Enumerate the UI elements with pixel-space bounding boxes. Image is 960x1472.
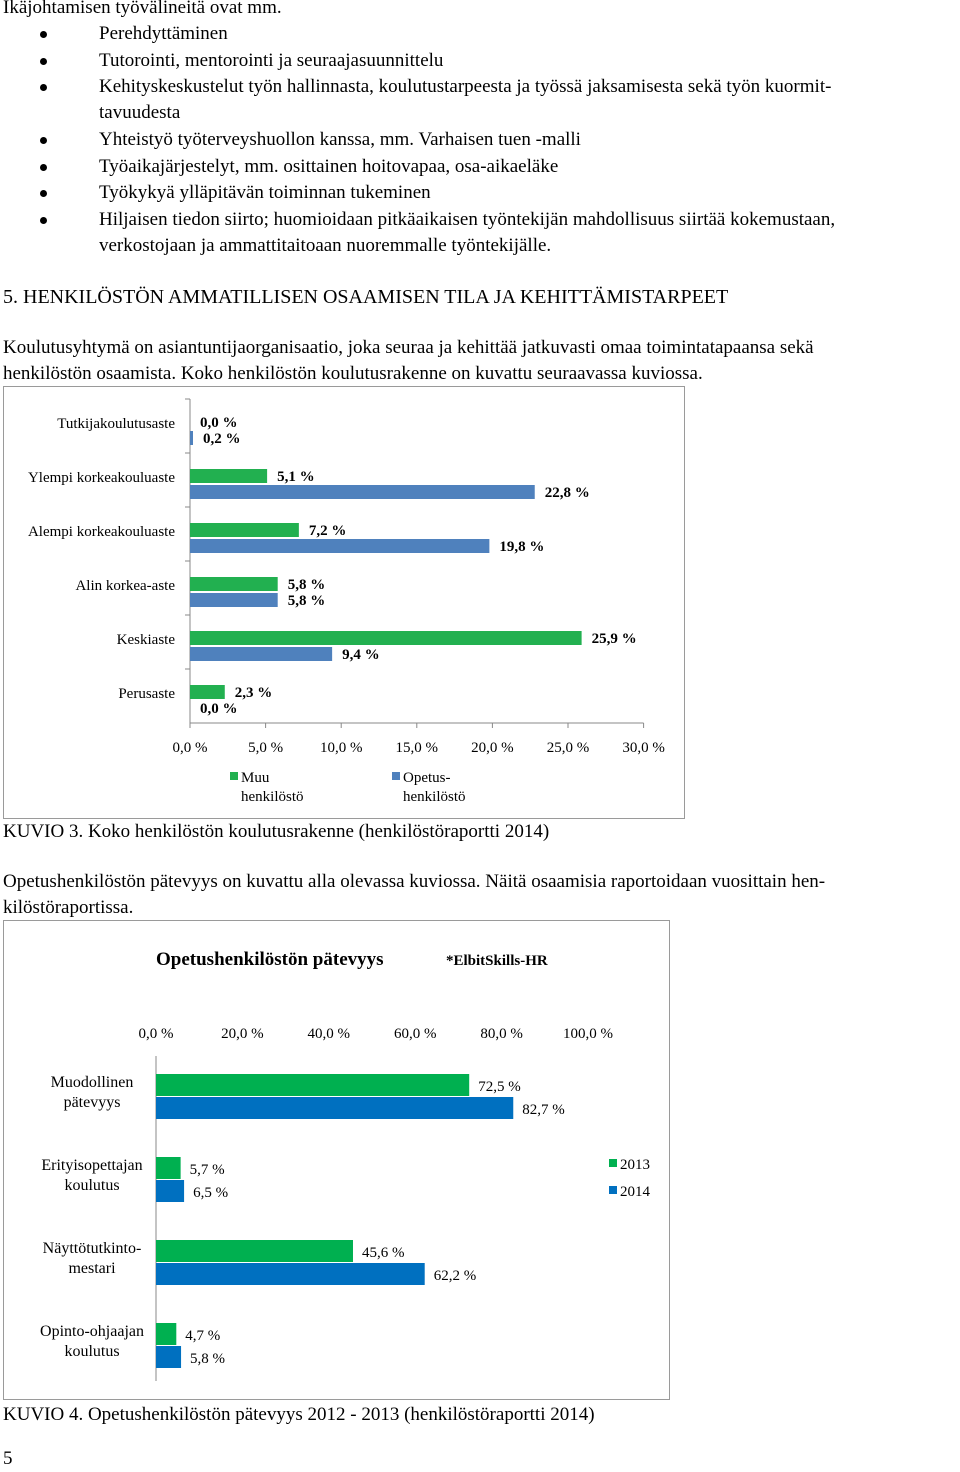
data-label: 0,0 % (200, 701, 238, 717)
category-label: pätevyys (63, 1094, 121, 1111)
education-structure-chart (4, 387, 684, 818)
category-label: Opinto-ohjaajan (40, 1323, 144, 1340)
bar-opetus (190, 431, 193, 445)
data-label: 5,1 % (277, 469, 315, 485)
figure-education-chart (3, 386, 685, 819)
legend-swatch (230, 772, 238, 780)
legend-label: Opetus- (403, 770, 451, 786)
bullet-dot (40, 31, 47, 38)
bullet-dot (40, 137, 47, 144)
bullet-item: Perehdyttäminen (99, 23, 228, 44)
x-tick-label: 40,0 % (307, 1026, 351, 1042)
bar-opetus (190, 539, 489, 553)
data-label: 5,8 % (287, 577, 326, 593)
bar-muu (190, 577, 278, 591)
paragraph-line: henkilöstön osaamista. Koko henkilöstön koulutusrakenne on kuvattu seuraavassa kuviossa. (3, 363, 703, 384)
data-label: 5,7 % (189, 1162, 225, 1178)
legend-swatch (392, 772, 400, 780)
category-label: koulutus (64, 1177, 120, 1194)
x-tick-label: 60,0 % (393, 1026, 437, 1042)
data-label: 5,8 % (190, 1351, 226, 1367)
teacher-competence-chart (4, 921, 669, 1399)
bar-2014 (156, 1180, 184, 1202)
bullet-dot (40, 190, 47, 197)
bar-2014 (156, 1346, 181, 1368)
bullet-item: Työkykyä ylläpitävän toiminnan tukeminen (99, 182, 431, 203)
chart-title: Opetushenkilöstön pätevyys (156, 949, 384, 970)
data-label: 9,4 % (342, 647, 380, 663)
legend-label: 2014 (620, 1184, 650, 1200)
data-label: 22,8 % (544, 485, 590, 501)
bullet-item: Tutorointi, mentorointi ja seuraajasuunnittelu (99, 50, 444, 71)
figure-caption: KUVIO 3. Koko henkilöstön koulutusrakenne (henkilöstöraportti 2014) (3, 821, 550, 842)
data-label: 82,7 % (522, 1102, 565, 1118)
x-tick-label: 0,0 % (138, 1026, 174, 1042)
x-tick-label: 100,0 % (563, 1026, 613, 1042)
x-tick-label: 10,0 % (319, 740, 363, 756)
category-label: Muodollinen (50, 1074, 134, 1091)
bullet-item: Kehityskeskustelut työn hallinnasta, koulutustarpeesta ja työssä jaksamisesta sekä työn kuormit- (99, 76, 832, 97)
x-tick-label: 15,0 % (395, 740, 439, 756)
data-label: 25,9 % (591, 631, 637, 647)
bullet-item: Hiljaisen tiedon siirto; huomioidaan pitkäaikaisen työntekijän mahdollisuus siirtää kokemustaan, (99, 209, 836, 230)
bar-muu (190, 685, 225, 699)
category-label: Näyttötutkinto- (42, 1240, 142, 1257)
bullet-dot (40, 58, 47, 65)
category-label: mestari (68, 1260, 116, 1277)
bar-muu (190, 469, 267, 483)
bullet-item: verkostojaan ja ammattitaitoaan nuoremmalle työntekijälle. (99, 235, 552, 256)
data-label: 2,3 % (234, 685, 273, 701)
intro-line: Ikäjohtamisen työvälineitä ovat mm. (3, 0, 282, 18)
bar-muu (190, 631, 582, 645)
bar-2013 (156, 1240, 353, 1262)
figure-caption: KUVIO 4. Opetushenkilöstön pätevyys 2012 - 2013 (henkilöstöraportti 2014) (3, 1404, 595, 1425)
bar-2013 (156, 1323, 176, 1345)
bar-2014 (156, 1097, 513, 1119)
figure-competence-chart (3, 920, 670, 1400)
bullet-dot (40, 217, 47, 224)
data-label: 0,0 % (200, 415, 238, 431)
paragraph-line: Koulutusyhtymä on asiantuntijaorganisaatio, joka seuraa ja kehittää jatkuvasti omaa toimintatapaansa sekä (3, 337, 814, 358)
page-number: 5 (3, 1448, 13, 1469)
legend-label: henkilöstö (241, 789, 304, 805)
x-tick-label: 0,0 % (172, 740, 208, 756)
legend-label: henkilöstö (403, 789, 466, 805)
data-label: 5,8 % (287, 593, 326, 609)
bar-opetus (190, 647, 332, 661)
paragraph-line: Opetushenkilöstön pätevyys on kuvattu alla olevassa kuviossa. Näitä osaamisia raportoidaan vuosittain hen- (3, 871, 826, 892)
bar-opetus (190, 485, 535, 499)
x-tick-label: 80,0 % (480, 1026, 523, 1042)
data-label: 6,5 % (193, 1185, 229, 1201)
x-tick-label: 25,0 % (546, 740, 590, 756)
category-label: Tutkijakoulutusaste (57, 416, 175, 432)
bar-muu (190, 523, 299, 537)
bullet-item: tavuudesta (99, 102, 181, 123)
category-label: Ylempi korkeakouluaste (27, 470, 175, 486)
data-label: 7,2 % (308, 523, 347, 539)
bar-opetus (190, 593, 278, 607)
data-label: 0,2 % (203, 431, 241, 447)
chart-note: *ElbitSkills-HR (446, 953, 548, 969)
category-label: Keskiaste (116, 632, 175, 648)
legend-label: Muu (241, 770, 270, 786)
legend-swatch (609, 1159, 617, 1167)
paragraph-line: kilöstöraportissa. (3, 897, 134, 918)
category-label: Alempi korkeakouluaste (27, 524, 175, 540)
bullet-dot (40, 84, 47, 91)
data-label: 4,7 % (185, 1328, 221, 1344)
x-tick-label: 30,0 % (622, 740, 665, 756)
x-tick-label: 5,0 % (248, 740, 284, 756)
category-label: Alin korkea-aste (75, 578, 175, 594)
data-label: 72,5 % (478, 1079, 521, 1095)
bar-2013 (156, 1074, 469, 1096)
x-tick-label: 20,0 % (471, 740, 514, 756)
bar-2014 (156, 1263, 425, 1285)
data-label: 62,2 % (433, 1268, 477, 1284)
legend-label: 2013 (620, 1157, 650, 1173)
category-label: Perusaste (118, 686, 175, 702)
bar-2013 (156, 1157, 181, 1179)
category-label: koulutus (64, 1343, 120, 1360)
bullet-item: Yhteistyö työterveyshuollon kanssa, mm. Varhaisen tuen -malli (99, 129, 581, 150)
bullet-dot (40, 164, 47, 171)
x-tick-label: 20,0 % (221, 1026, 264, 1042)
data-label: 45,6 % (361, 1245, 405, 1261)
legend-swatch (609, 1186, 617, 1194)
section-heading: 5. HENKILÖSTÖN AMMATILLISEN OSAAMISEN TILA JA KEHITTÄMISTARPEET (3, 286, 729, 308)
category-label: Erityisopettajan (41, 1157, 143, 1174)
data-label: 19,8 % (499, 539, 545, 555)
bullet-item: Työaikajärjestelyt, mm. osittainen hoitovapaa, osa-aikaeläke (99, 156, 559, 177)
